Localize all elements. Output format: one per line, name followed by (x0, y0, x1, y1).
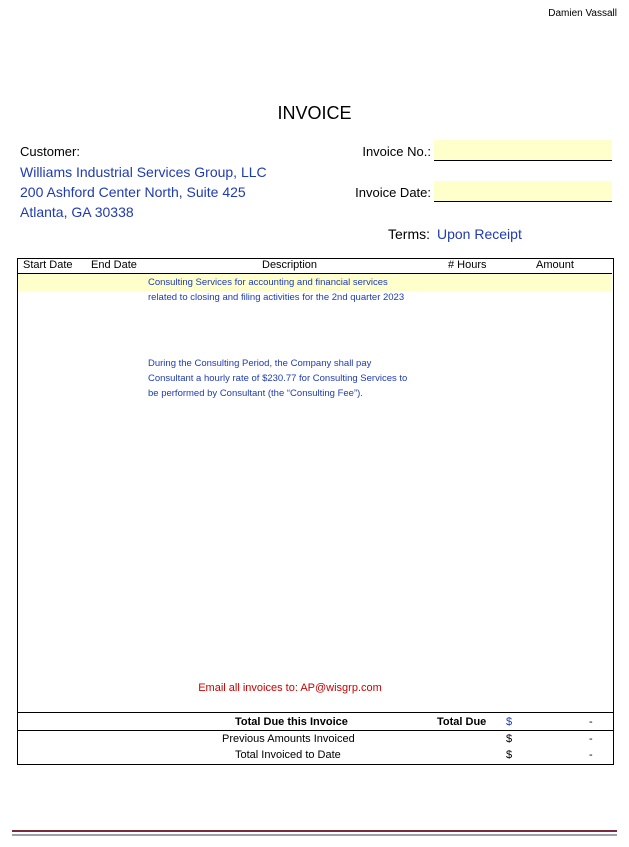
total-due-label: Total Due this Invoice (235, 716, 348, 728)
description-block-1 (148, 275, 438, 305)
total-due-currency: $ (506, 716, 513, 728)
customer-name: Williams Industrial Services Group, LLC (20, 164, 267, 180)
previous-amounts-currency: $ (506, 733, 513, 745)
header-amount: Amount (536, 259, 574, 271)
email-note: Email all invoices to: AP@wisgrp.com (198, 682, 382, 694)
header-hours: # Hours (448, 259, 487, 271)
divider (17, 712, 613, 713)
total-due-value: - (589, 716, 593, 728)
total-to-date-label: Total Invoiced to Date (235, 749, 341, 761)
description-block-2 (148, 356, 438, 401)
invoice-date-field[interactable] (434, 181, 612, 202)
divider (17, 730, 613, 731)
total-to-date-currency: $ (506, 749, 513, 761)
customer-address-line1: 200 Ashford Center North, Suite 425 (20, 184, 246, 200)
description-line: Consultant a hourly rate of $230.77 for Consulting Services to (148, 373, 408, 384)
total-due-short-label: Total Due (437, 716, 487, 728)
footer-rule (12, 834, 617, 836)
description-line: related to closing and filing activities for the 2nd quarter 2023 (148, 292, 405, 303)
terms-value: Upon Receipt (437, 226, 522, 242)
previous-amounts-value: - (589, 733, 593, 745)
total-to-date-value: - (589, 749, 593, 761)
invoice-date-label: Invoice Date: (355, 185, 431, 200)
description-line: be performed by Consultant (the “Consulting Fee”). (148, 388, 363, 399)
header-start-date: Start Date (23, 259, 73, 271)
customer-address-line2: Atlanta, GA 30338 (20, 204, 134, 220)
page-title: INVOICE (277, 103, 352, 123)
header-description: Description (262, 259, 318, 271)
table-header (17, 258, 612, 274)
invoice-no-label: Invoice No.: (362, 144, 431, 159)
description-line: During the Consulting Period, the Company shall pay (148, 358, 372, 369)
terms-label: Terms: (388, 226, 430, 242)
header-end-date: End Date (91, 259, 137, 271)
footer-rule (12, 830, 617, 832)
invoice-no-field[interactable] (434, 140, 612, 161)
author-name: Damien Vassall (548, 8, 617, 19)
previous-amounts-label: Previous Amounts Invoiced (222, 733, 355, 745)
customer-label: Customer: (20, 144, 80, 159)
description-line: Consulting Services for accounting and financial services (148, 277, 388, 288)
